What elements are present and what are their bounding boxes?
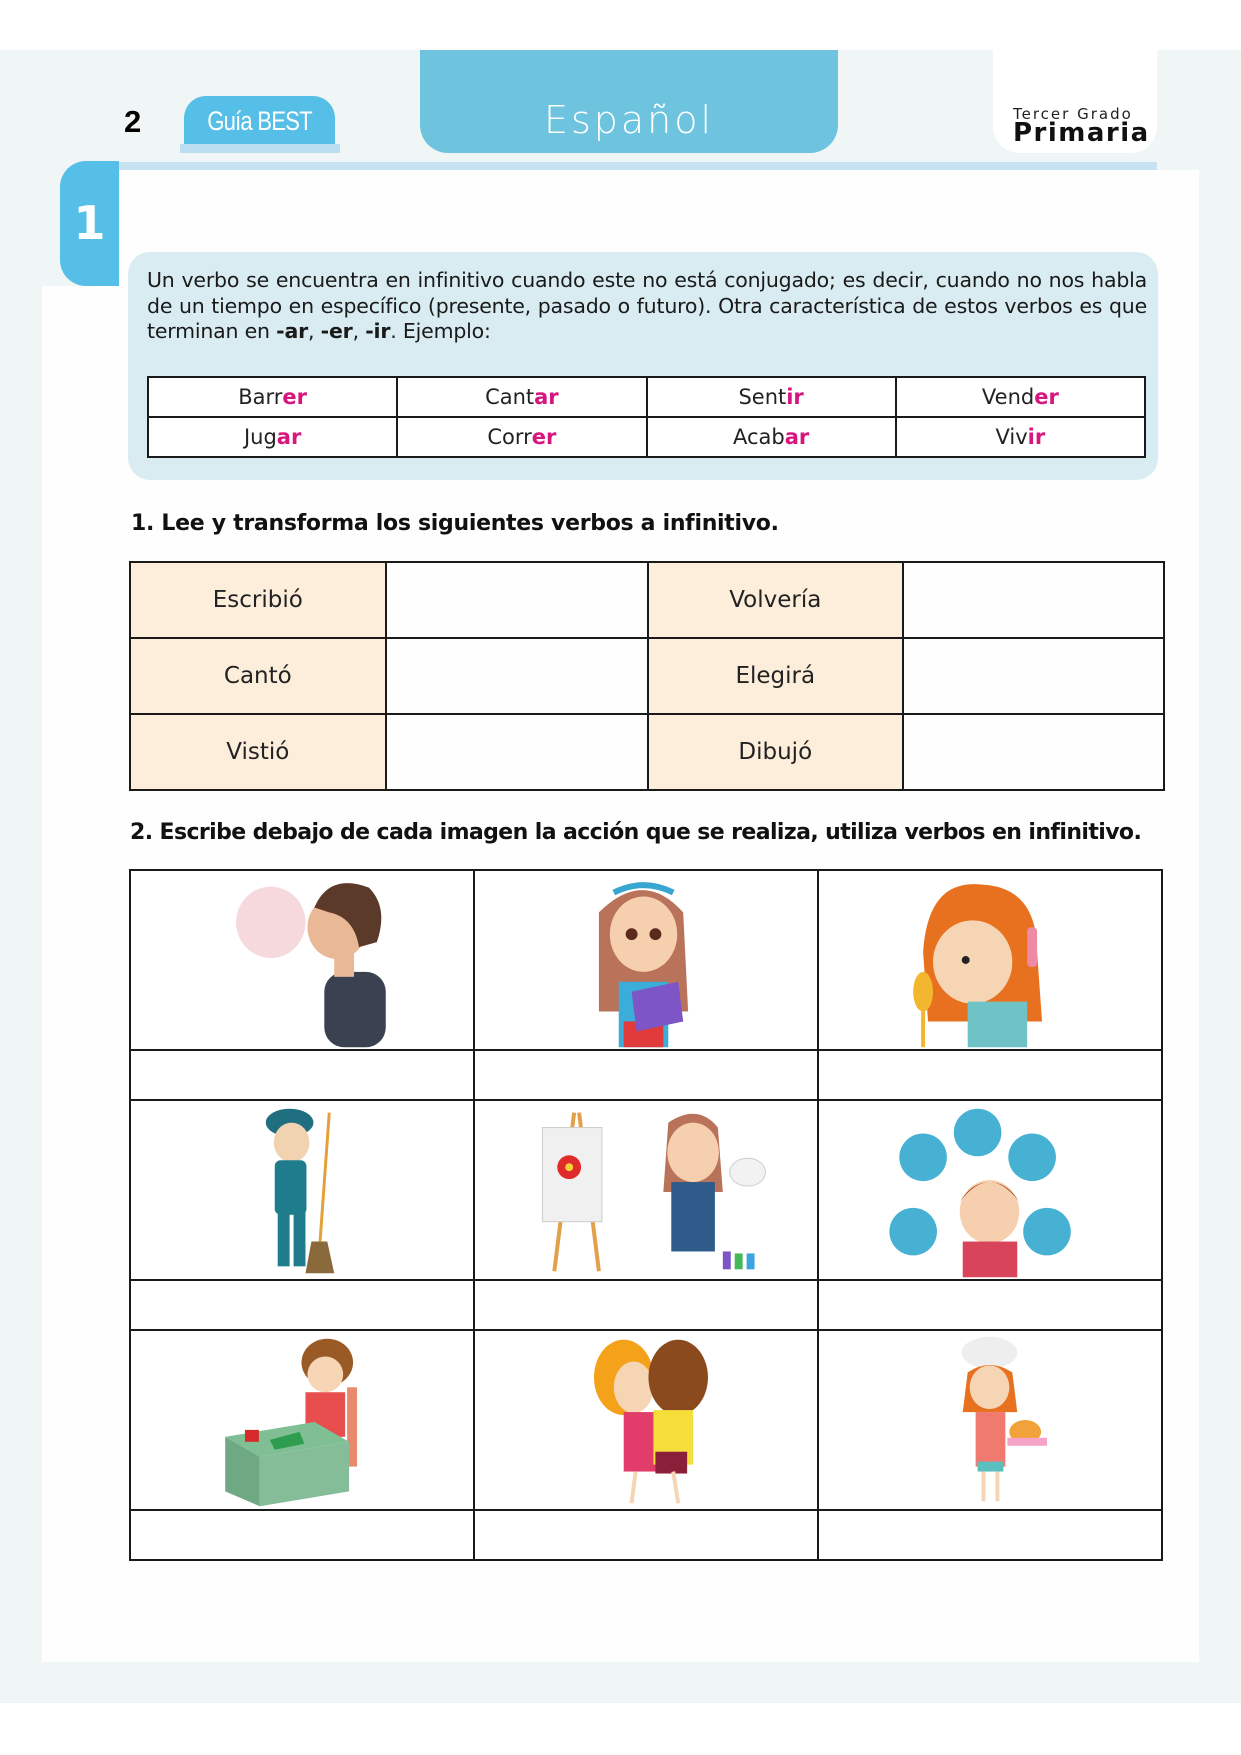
verb-ending: ar [276, 425, 302, 449]
example-cell [148, 377, 397, 417]
exercise-2-title: 2. Escribe debajo de cada imagen la acción que se realiza, utiliza verbos en infinitivo. [130, 820, 1142, 845]
answer-cell[interactable] [903, 638, 1164, 714]
verb-ending: ir [786, 385, 804, 409]
image-row [130, 870, 1162, 1050]
answer-cell[interactable] [903, 714, 1164, 790]
example-cell [397, 377, 646, 417]
answer-cell[interactable] [903, 562, 1164, 638]
verb-ending: ar [534, 385, 559, 409]
verb-stem: Barr [238, 385, 283, 409]
example-cell [148, 417, 397, 457]
image-row [130, 1100, 1162, 1280]
info-text-tail: . Ejemplo: [390, 319, 491, 343]
answer-cell[interactable] [386, 562, 648, 638]
subject-banner [420, 50, 838, 153]
image-cell [130, 1100, 474, 1280]
verb-cell: Vistió [130, 714, 386, 790]
answer-row [130, 1280, 1162, 1330]
verb-stem: Vend [981, 385, 1035, 409]
info-text-body: Un verbo se encuentra en infinitivo cuando este no está conjugado; es decir, cuando no nos habla de un tiempo en específico (presente, pasado o futuro). Otra característica de estos verbos es que terminan en [147, 268, 1147, 343]
boy-blowing-bubble-gum-illustration [131, 872, 473, 1048]
image-cell [474, 1100, 818, 1280]
table-row [130, 638, 1164, 714]
subject-title: Español [543, 98, 715, 142]
answer-cell[interactable] [474, 1280, 818, 1330]
boy-sweeping-with-broom-illustration [131, 1102, 473, 1278]
answer-cell[interactable] [386, 638, 648, 714]
ending-ir: -ir [365, 319, 391, 343]
verb-ending: er [282, 385, 308, 409]
verb-cell: Dibujó [648, 714, 903, 790]
guide-label: Guía BEST [207, 106, 312, 136]
answer-cell[interactable] [474, 1050, 818, 1100]
example-cell [896, 417, 1145, 457]
girl-combing-hair-with-mirror-illustration [819, 872, 1161, 1048]
image-cell [474, 1330, 818, 1510]
table-row [148, 377, 1145, 417]
ending-ar: -ar [276, 319, 309, 343]
verb-ending: ir [1027, 425, 1046, 449]
grade-line: Tercer Grado [1013, 105, 1133, 123]
girl-writing-in-notebook-illustration [475, 872, 817, 1048]
answer-cell[interactable] [474, 1510, 818, 1560]
answer-row [130, 1050, 1162, 1100]
image-row [130, 1330, 1162, 1510]
verb-cell: Elegirá [648, 638, 903, 714]
image-cell [818, 1100, 1162, 1280]
answer-row [130, 1510, 1162, 1560]
answer-cell[interactable] [818, 1280, 1162, 1330]
verb-stem: Acab [732, 425, 785, 449]
verb-ending: er [531, 425, 557, 449]
verb-stem: Viv [995, 425, 1028, 449]
image-cell [818, 870, 1162, 1050]
children-hugging-illustration [475, 1332, 817, 1508]
unit-number: 1 [73, 196, 106, 250]
level-label: Primaria [1013, 118, 1150, 148]
girl-painting-on-easel-illustration [475, 1102, 817, 1278]
example-cell [896, 377, 1145, 417]
girl-cooking-chef-illustration [819, 1332, 1161, 1508]
unit-number-badge [60, 161, 119, 286]
answer-cell[interactable] [818, 1510, 1162, 1560]
info-sep: , [352, 319, 366, 343]
answer-cell[interactable] [130, 1280, 474, 1330]
example-cell [647, 417, 896, 457]
verb-ending: ar [784, 425, 810, 449]
verb-cell: Escribió [130, 562, 386, 638]
verb-stem: Cant [485, 385, 535, 409]
guide-tab-base [180, 144, 340, 153]
exercise-2-table [129, 869, 1163, 1561]
example-cell [647, 377, 896, 417]
image-cell [130, 1330, 474, 1510]
info-text [147, 268, 1147, 345]
info-sep: , [308, 319, 321, 343]
guide-tab [184, 96, 335, 144]
example-verbs-table [147, 376, 1146, 458]
header-divider [119, 162, 1157, 170]
answer-cell[interactable] [130, 1050, 474, 1100]
image-cell [130, 870, 474, 1050]
example-cell [397, 417, 646, 457]
boy-reading-with-activities-illustration [819, 1102, 1161, 1278]
image-cell [474, 870, 818, 1050]
ending-er: -er [320, 319, 353, 343]
page-number: 2 [124, 104, 142, 139]
exercise-1-title: 1. Lee y transforma los siguientes verbos a infinitivo. [131, 511, 779, 536]
answer-cell[interactable] [386, 714, 648, 790]
table-row [148, 417, 1145, 457]
table-row [130, 714, 1164, 790]
verb-stem: Jug [243, 425, 277, 449]
boy-cutting-paper-at-desk-illustration [131, 1332, 473, 1508]
table-row [130, 562, 1164, 638]
verb-stem: Corr [487, 425, 532, 449]
verb-ending: er [1034, 385, 1059, 409]
exercise-1-table [129, 561, 1165, 791]
verb-cell: Volvería [648, 562, 903, 638]
answer-cell[interactable] [130, 1510, 474, 1560]
verb-cell: Cantó [130, 638, 386, 714]
verb-stem: Sent [738, 385, 787, 409]
image-cell [818, 1330, 1162, 1510]
answer-cell[interactable] [818, 1050, 1162, 1100]
